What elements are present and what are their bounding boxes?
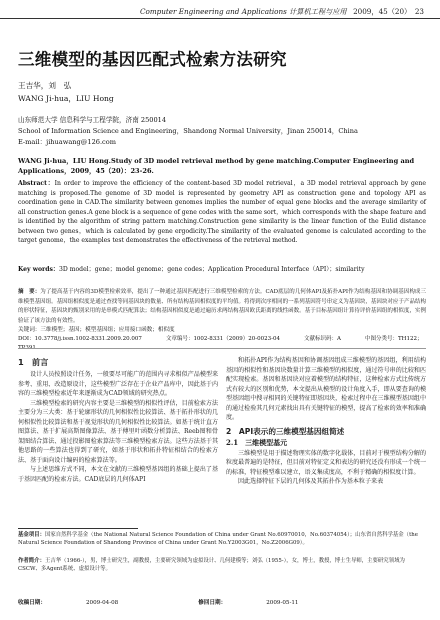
- header-rule: [0, 18, 440, 19]
- authors-chinese: 王吉华，刘 弘: [18, 81, 72, 90]
- doc-code: 文献标识码：A: [304, 336, 341, 342]
- received-date: 2009-04-08: [85, 600, 119, 606]
- body-paragraph: 设计人员按照设计任务，一般要尽可能广的范围内寻求相似产品模型来参考、重用、改造原设计，这些模型广泛存在于企业产品库中，因此基于内容的三维模型检索近年来逐渐成为CAD领域的研究热点。: [18, 371, 218, 398]
- section-rule: [18, 348, 426, 349]
- abstract-cn-label: 摘 要：: [18, 289, 41, 295]
- abstract-english: [18, 179, 426, 246]
- section-heading-api: 2 API表示的三维模型基因组简述: [226, 426, 345, 436]
- affiliation-chinese: 山东师范大学 信息科学与工程学院，济南 250014: [18, 116, 167, 124]
- keywords-english: [18, 265, 426, 274]
- body-left-column: [18, 356, 218, 485]
- abstract-label: Abstract：: [18, 180, 55, 187]
- footnote-funding: [18, 531, 426, 547]
- abstract-cn-text: 为了提高基于内容的3D模型检索效率，提出了一种通过基因匹配进行三维模型检索的方法。CAD底层的几何体API及拓扑API作为结构基因和协调基因构成三维模型基因组。基因组相似度是通过查找等同基因块的数量、所有结构基因相似度的平均值。将得到次序相同的一系列基因符号串定义为基因块，基因块对应于产品结构的形状特征，基因块的甄别采用的是串模式匹配算法；结构基因相似度是通过遍历求两结构基因欧氏距离的线性函数。基于目标基因组计算待评价基因组的相似度，实例验证了该方法的有效性。: [18, 289, 426, 324]
- journal-name: Computer Engineering and Applications 计算机工程与应用: [140, 7, 347, 16]
- subsection-heading-primitives: 2.1 三维模型基元: [226, 437, 288, 447]
- body-paragraph: 三维模型检索的研究内容主要是三维模型的相似性评估，目前检索方法主要分为三大类：基于轮廓形状的几何相似性比较算法、基于拓扑形状的几何相似性比较算法和基于视觉形状的几何相似性比较算法。如基于统计直方图算法、基于扩展高斯图像算法、基于傅里叶函数分析算法、Reeb图和骨架图结合算法、通过投影图检索算法等三维模型检索方法。这些方法基于其他思路的一些算法也得到了研究，如基于形状和拓扑特征相结合的检索方法、基于面向设计编码的检索算法等。: [18, 399, 218, 464]
- body-paragraph: 和拓扑API作为结构基因和协调基因组成三维模型的基因组，利用结构基因的相似性和基因块数量计算三维模型的相似度，通过符号串的比较和匹配实现检索。基因和基因块对应着模型的结构特征，这种检索方式比传统方式有较大的区别和优势，本文提出从模型的设计角度入手，即从要查询的模型基因组中搜寻相同的关键特征即基因块，检索过程中在三维模型基因组中的通过检验其几何元素找出具有关键特征的模型，提高了检索的效率和准确度。: [226, 357, 426, 422]
- keywords-text: 3D model；gene；model genome；gene codes；Application Procedural Interface（API）；similarity: [59, 266, 365, 273]
- footnote-funding-label: 基金项目：: [18, 532, 45, 538]
- affiliation-english: School of Information Science and Engineering，Shandong Normal University，Jinan 250014，China: [18, 127, 358, 135]
- body-paragraph: 与上述思维方式不同，本文在文献的三维模型基因组的基础上提出了基于基因匹配的检索方法。CAD底层的几何体API: [18, 466, 218, 484]
- doi[interactable]: DOI：10.3778/j.issn.1002-8331.2009.20.007: [18, 336, 142, 342]
- keywords-cn-text: 三维模型；基因；模型基因组；应用接口函数；相似度: [40, 327, 175, 333]
- clc-code: 中图分类号：TH122；: [364, 336, 423, 342]
- body-paragraph: 因此选择特征下层的几何体及其拓扑作为基本粒子来表: [238, 478, 384, 486]
- section-heading-intro: 1 前言: [18, 357, 49, 367]
- received-label: 收稿日期：: [18, 600, 46, 606]
- body-paragraph: 三维模型是用于描述物理实体的数字化载体，目前对于模型结构分解的粒度最普遍的是特征，但目前对特征定义和表达的研究还没有形成一个统一的标准，特征模型难以建立，语义集成度高，不利于精确的相似度计算。: [226, 449, 426, 476]
- footnote-authors-text: 王吉华（1966-），男，博士研究生，副教授，主要研究领域为虚拟设计、几何建模等；刘弘（1955-），女，博士，教授，博士生导师，主要研究领域为CSCW、多Agent系统、虚拟设计等。: [18, 558, 405, 573]
- body-right-column: [226, 356, 426, 487]
- footnote-funding-text: 国家自然科学基金（the National Natural Science Foundation of China under Grant No.60970010，No.60374054）；山东省自然科学基金（the Natural Science Foundation of Shandong Province of China under Grant No.Y2003G01，No.Z2006G09）。: [18, 532, 418, 547]
- abstract-text: In order to improve the efficiency of the content-based 3D model retrieval，a 3D model retrieval approach by gene matching is proposed.The genome of 3D model is represented by geometry API as construction gene and topology API as coordination gene in CAD.The similarity between genomes implies the number of equal gene blocks and the average similarity of all construction genes.A gene block is a sequence of gene codes with the same sort，which corresponds with the shape feature and is identified by the algorithm of string pattern matching.Construction gene similarity is the linear function of the Eulid distance between two genes，which is calculated by gene ergodicity.The similarity of the evaluated genome is calculated according to the target genome，the examples test demonstrates the effectiveness of the retrieval method.: [18, 180, 427, 245]
- footnote-authors: [18, 557, 426, 573]
- author-email[interactable]: E-mail：jihuawang@126.com: [18, 138, 116, 146]
- keywords-label: Key words：: [18, 266, 60, 273]
- keywords-chinese: [18, 326, 426, 335]
- keywords-cn-label: 关键词：: [18, 327, 41, 333]
- authors-english: WANG Ji-hua，LIU Hong: [18, 94, 114, 103]
- abstract-chinese: [18, 288, 426, 326]
- issue-info: 2009，45（20） 23: [353, 7, 424, 16]
- classification-line: [18, 335, 426, 353]
- citation: WANG Ji-hua，LIU Hong.Study of 3D model retrieval method by gene matching.Computer Engineering and Applications，2009，45（20）：23-26.: [18, 157, 415, 175]
- footnote-rule: [18, 528, 138, 529]
- revised-label: 修回日期：: [198, 600, 227, 606]
- revised-date: 2009-05-11: [266, 600, 299, 606]
- paper-title: 三维模型的基因匹配式检索方法研究: [18, 50, 287, 69]
- footnote-authors-label: 作者简介：: [18, 558, 45, 564]
- article-id: 文章编号：1002-8331（2009）20-0023-04: [165, 336, 280, 342]
- page-number: 23: [414, 7, 424, 16]
- manuscript-dates: [18, 598, 426, 606]
